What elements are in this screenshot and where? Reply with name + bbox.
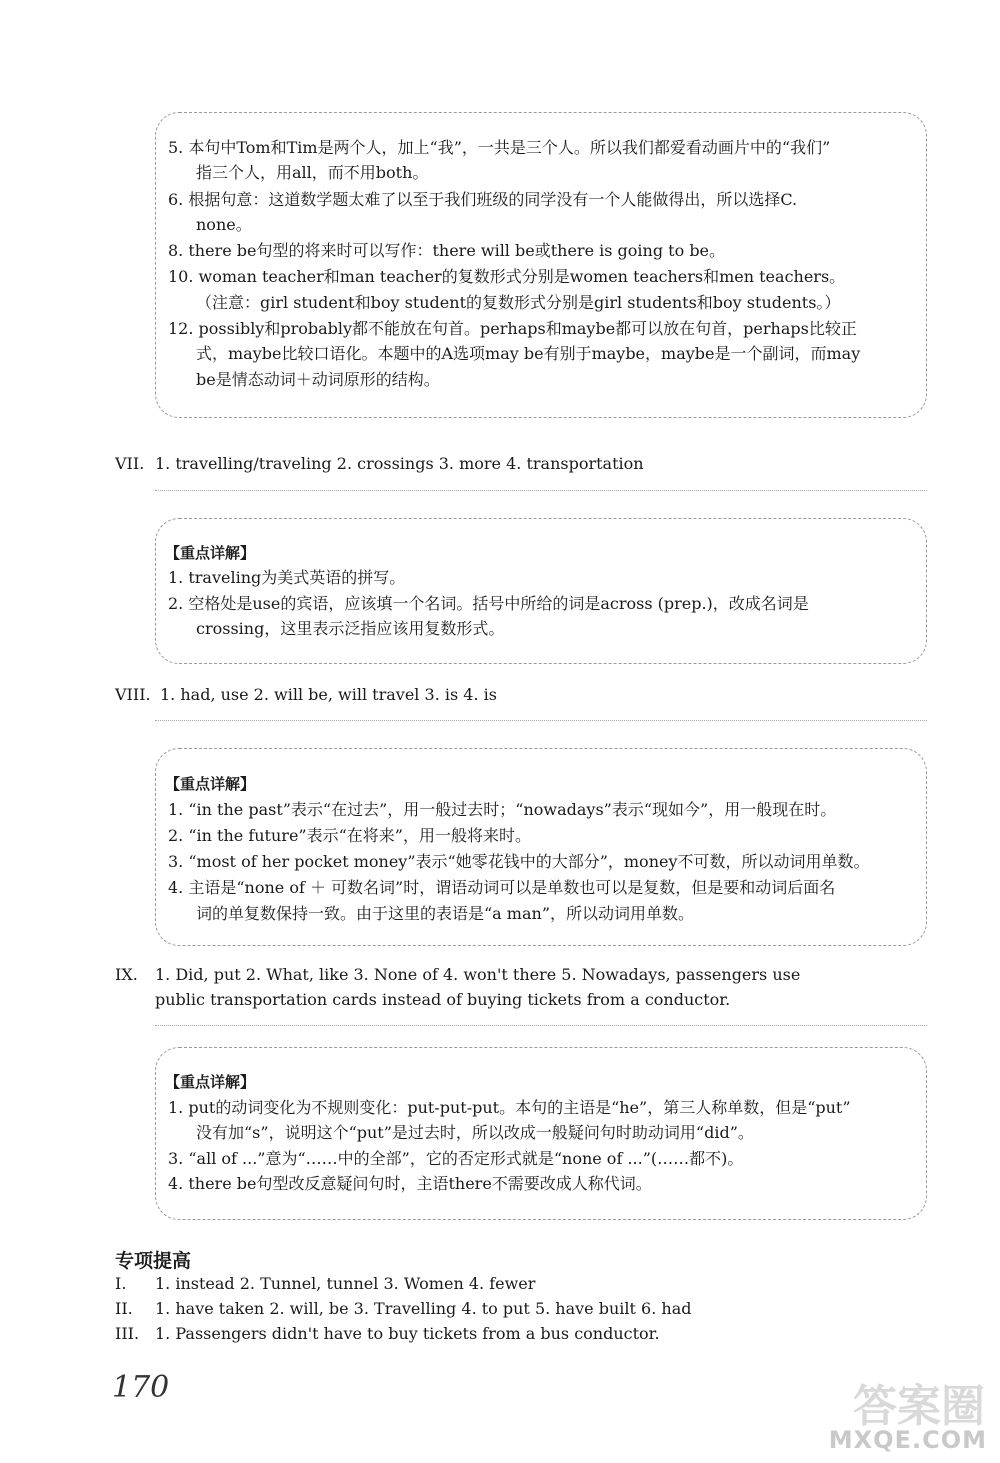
question-vii-answers: 1. travelling/traveling 2. crossings 3. more 4. transportation [155, 454, 644, 473]
box4-heading: 【重点详解】 [165, 1073, 256, 1091]
box2-line-1: 1. traveling为美式英语的拼写。 [168, 568, 406, 587]
box1-line-3: 6. 根据句意：这道数学题太难了以至于我们班级的同学没有一个人能做得出，所以选择C. [168, 190, 798, 209]
box1-line-9: 式，maybe比较口语化。本题中的A选项may be有别于maybe，maybe是一个副词，而may [196, 344, 861, 363]
box1-line-4: none。 [196, 215, 252, 234]
explanation-box-2 [155, 518, 927, 664]
watermark [830, 1370, 995, 1460]
section-item-text: 1. have taken 2. will, be 3. Travelling 4. to put 5. have built 6. had [155, 1299, 692, 1318]
box3-heading: 【重点详解】 [165, 775, 256, 793]
box3-line-1: 1. “in the past”表示“在过去”，用一般过去时；“nowadays”表示“现如今”，用一般现在时。 [168, 800, 837, 819]
box4-line-1: 1. put的动词变化为不规则变化：put-put-put。本句的主语是“he”，第三人称单数，但是“put” [168, 1098, 851, 1117]
box1-line-7: （注意：girl student和boy student的复数形式分别是girl students和boy students。） [196, 293, 841, 312]
box4-line-4: 4. there be句型改反意疑问句时，主语there不需要改成人称代词。 [168, 1174, 652, 1193]
box2-line-3: crossing，这里表示泛指应该用复数形式。 [196, 619, 505, 638]
box4-line-3: 3. “all of ...”意为“……中的全部”，它的否定形式就是“none of ...”(……都不)。 [168, 1149, 744, 1168]
section-item-text: 1. instead 2. Tunnel, tunnel 3. Women 4. fewer [155, 1274, 536, 1293]
section-title: 专项提高 [115, 1250, 192, 1272]
section-item-numeral: III. [115, 1324, 140, 1343]
section-item-numeral: II. [115, 1299, 133, 1318]
question-ix-answers-line-1: 1. Did, put 2. What, like 3. None of 4. won't there 5. Nowadays, passengers use [155, 965, 801, 984]
box3-line-5: 词的单复数保持一致。由于这里的表语是“a man”，所以动词用单数。 [196, 904, 695, 923]
box1-line-5: 8. there be句型的将来时可以写作：there will be或there is going to be。 [168, 241, 726, 260]
question-viii-answers: 1. had, use 2. will be, will travel 3. is 4. is [160, 685, 497, 704]
box2-heading: 【重点详解】 [165, 544, 256, 562]
divider [155, 1025, 927, 1026]
box1-line-1: 5. 本句中Tom和Tim是两个人，加上“我”，一共是三个人。所以我们都爱看动画片中的“我们” [168, 138, 831, 157]
watermark-logo: 答案圈 [853, 1381, 985, 1432]
page-number: 170 [112, 1370, 170, 1405]
box3-line-3: 3. “most of her pocket money”表示“她零花钱中的大部分”，money不可数，所以动词用单数。 [168, 852, 870, 871]
box1-line-2: 指三个人，用all，而不用both。 [196, 163, 429, 182]
box3-line-4: 4. 主语是“none of ＋ 可数名词”时，谓语动词可以是单数也可以是复数，但是要和动词后面名 [168, 878, 836, 897]
box1-line-6: 10. woman teacher和man teacher的复数形式分别是women teachers和men teachers。 [168, 267, 846, 286]
section-item-text: 1. Passengers didn't have to buy tickets from a bus conductor. [155, 1324, 660, 1343]
divider [155, 720, 927, 721]
question-ix-numeral: IX. [115, 965, 138, 984]
divider [155, 490, 927, 491]
watermark-site: MXQE.COM [828, 1426, 987, 1454]
box4-line-2: 没有加“s”，说明这个“put”是过去时，所以改成一般疑问句时助动词用“did”。 [196, 1123, 754, 1142]
box3-line-2: 2. “in the future”表示“在将来”，用一般将来时。 [168, 826, 531, 845]
question-viii-numeral: VIII. [115, 685, 151, 704]
section-item-numeral: I. [115, 1274, 127, 1293]
box1-line-10: be是情态动词＋动词原形的结构。 [196, 370, 440, 389]
box1-line-8: 12. possibly和probably都不能放在句首。perhaps和maybe都可以放在句首，perhaps比较正 [168, 319, 857, 338]
question-ix-answers-line-2: public transportation cards instead of buying tickets from a conductor. [155, 990, 731, 1009]
box2-line-2: 2. 空格处是use的宾语，应该填一个名词。括号中所给的词是across (prep.)，改成名词是 [168, 594, 809, 613]
question-vii-numeral: VII. [115, 454, 145, 473]
